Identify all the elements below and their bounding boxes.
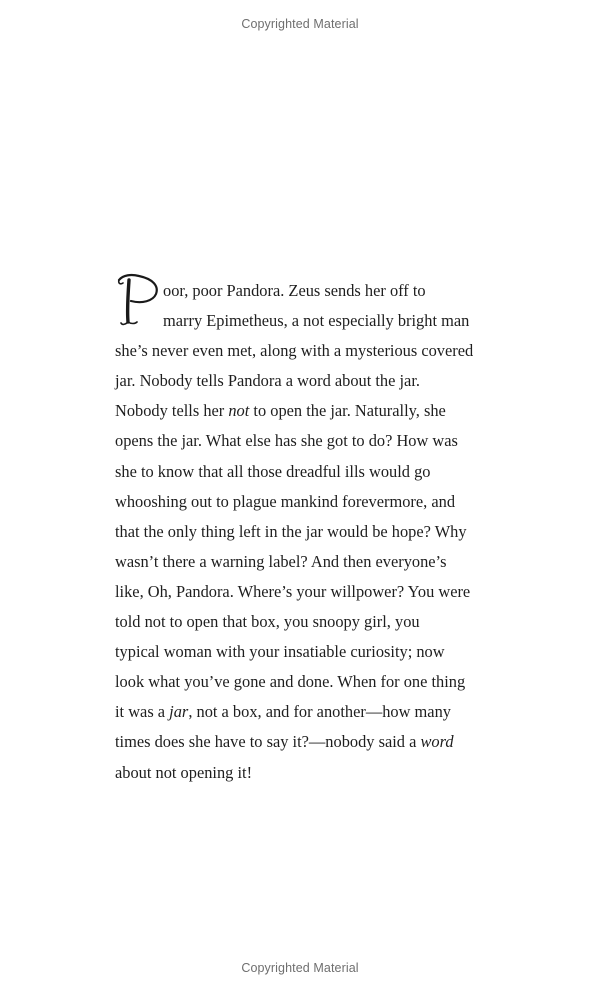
text-line: she to know that all those dreadful ills would go (115, 461, 431, 481)
text-line: it was a jar, not a box, and for another—how many (115, 702, 451, 722)
emphasis-not: not (228, 401, 250, 421)
text-line: times does she have to say it?—nobody said a word (115, 732, 454, 752)
text-line: jar. Nobody tells Pandora a word about the jar. (115, 371, 420, 391)
text-line: opens the jar. What else has she got to do? How was (115, 431, 458, 451)
text-line: whooshing out to plague mankind forevermore, and (115, 491, 456, 511)
text-line: about not opening it! (115, 762, 253, 782)
text-line: that the only thing left in the jar would be hope? Why (115, 521, 467, 541)
text-line: look what you’ve gone and done. When for one thing (115, 672, 466, 692)
text-line: typical woman with your insatiable curiosity; now (115, 642, 445, 662)
copyright-watermark-bottom: Copyrighted Material (241, 961, 359, 975)
pandora-paragraph (115, 276, 495, 788)
text-line: she’s never even met, along with a mysterious covered (115, 341, 474, 361)
text-line: told not to open that box, you snoopy girl, you (115, 612, 420, 632)
emphasis-word: word (420, 732, 454, 752)
text-line: oor, poor Pandora. Zeus sends her off to (163, 281, 426, 300)
emphasis-jar: jar (169, 702, 189, 722)
text-line: marry Epimetheus, a not especially bright man (163, 311, 470, 331)
text-line: like, Oh, Pandora. Where’s your willpower? You were (115, 581, 471, 601)
copyright-watermark-top: Copyrighted Material (241, 17, 359, 31)
text-line: wasn’t there a warning label? And then everyone’s (115, 551, 447, 571)
text-line: Nobody tells her not to open the jar. Naturally, she (115, 401, 446, 421)
